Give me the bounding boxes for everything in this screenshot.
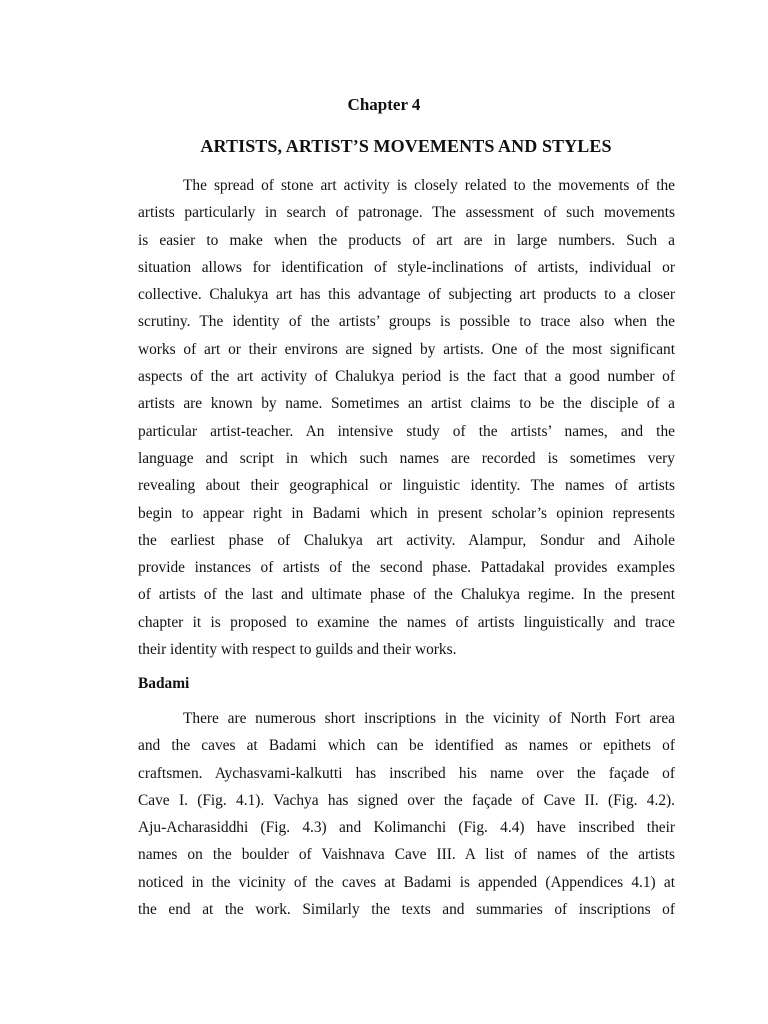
- paragraph-line: Cave I. (Fig. 4.1). Vachya has signed over the façade of Cave II. (Fig. 4.2).: [138, 791, 675, 809]
- paragraph-line: of artists of the last and ultimate phase of the Chalukya regime. In the present: [138, 586, 675, 604]
- paragraph-line: artists are known by name. Sometimes an artist claims to be the disciple of a: [138, 395, 675, 413]
- paragraph-line: collective. Chalukya art has this advantage of subjecting art products to a closer: [138, 286, 675, 304]
- paragraph-line: is easier to make when the products of art are in large numbers. Such a: [138, 231, 675, 249]
- paragraph-line: and the caves at Badami which can be identified as names or epithets of: [138, 737, 675, 755]
- paragraph-line: provide instances of artists of the second phase. Pattadakal provides examples: [138, 559, 675, 577]
- paragraph-line: noticed in the vicinity of the caves at Badami is appended (Appendices 4.1) at: [138, 873, 675, 891]
- paragraph-line: their identity with respect to guilds and their works.: [138, 641, 457, 659]
- paragraph-line: language and script in which such names are recorded is sometimes very: [138, 449, 675, 467]
- paragraph-line: works of art or their environs are signed by artists. One of the most significant: [138, 340, 675, 358]
- paragraph-line: the end at the work. Similarly the texts and summaries of inscriptions of: [138, 901, 675, 919]
- chapter-title: ARTISTS, ARTIST’S MOVEMENTS AND STYLES: [200, 136, 612, 156]
- paragraph-line: Aju-Acharasiddhi (Fig. 4.3) and Kolimanchi (Fig. 4.4) have inscribed their: [138, 819, 675, 837]
- chapter-label: Chapter 4: [347, 95, 421, 114]
- paragraph-line: aspects of the art activity of Chalukya period is the fact that a good number of: [138, 368, 675, 386]
- paragraph-line: craftsmen. Aychasvami-kalkutti has inscribed his name over the façade of: [138, 764, 675, 782]
- paragraph-line: names on the boulder of Vaishnava Cave III. A list of names of the artists: [138, 846, 675, 864]
- paragraph-line: situation allows for identification of style-inclinations of artists, individual or: [138, 258, 675, 276]
- paragraph-line: revealing about their geographical or linguistic identity. The names of artists: [138, 477, 675, 495]
- paragraph-line: There are numerous short inscriptions in the vicinity of North Fort area: [183, 710, 675, 727]
- paragraph-line: The spread of stone art activity is closely related to the movements of the: [183, 177, 675, 194]
- paragraph-line: scrutiny. The identity of the artists’ groups is possible to trace also when the: [138, 313, 675, 331]
- paragraph-badami: [138, 705, 675, 923]
- paragraph-line: artists particularly in search of patronage. The assessment of such movements: [138, 204, 675, 222]
- paragraph-line: particular artist-teacher. An intensive study of the artists’ names, and the: [138, 422, 675, 440]
- paragraph-line: the earliest phase of Chalukya art activity. Alampur, Sondur and Aihole: [138, 531, 675, 549]
- paragraph-line: chapter it is proposed to examine the names of artists linguistically and trace: [138, 613, 675, 631]
- section-heading: Badami: [138, 675, 190, 692]
- paragraph-line: begin to appear right in Badami which in present scholar’s opinion represents: [138, 504, 675, 522]
- paragraph-intro: [138, 172, 675, 663]
